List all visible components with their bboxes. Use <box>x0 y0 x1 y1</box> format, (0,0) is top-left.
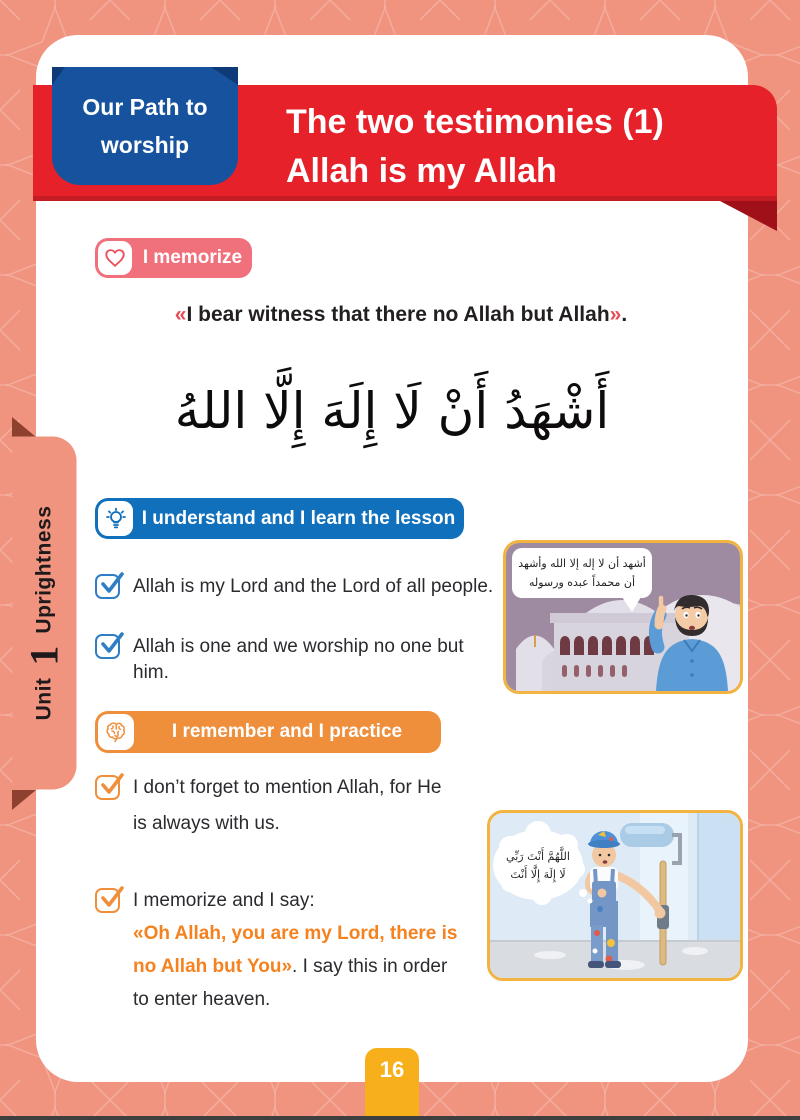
title-line1: The two testimonies (1) <box>286 103 664 141</box>
list-item <box>95 634 495 686</box>
speech-bubble-line2: أن محمداً عبده ورسوله <box>529 576 635 589</box>
list-item <box>95 775 457 842</box>
unit-number: 1 <box>21 645 67 666</box>
list-item-text: Allah is one and we worship no one but him. <box>133 636 464 683</box>
checkbox-checked[interactable] <box>95 634 120 659</box>
speech-bubble-line2: لَا إِلَهَ إِلَّا أَنْتَ <box>510 868 566 881</box>
checkmark-icon <box>98 631 126 657</box>
speech-bubble-line1: أشهد أن لا إله إلا الله وأشهد <box>518 557 646 570</box>
understand-illustration <box>503 540 743 694</box>
list-item <box>95 888 467 1016</box>
heart-icon <box>98 241 132 275</box>
checkbox-checked[interactable] <box>95 775 120 800</box>
lightbulb-icon <box>98 501 133 536</box>
practice-illustration <box>487 810 743 981</box>
list-item-text: Allah is my Lord and the Lord of all people. <box>133 576 494 597</box>
list-item-text: I don’t forget to mention Allah, for He is always with us. <box>133 777 442 834</box>
quote-period: . <box>621 303 628 326</box>
shahada-translation <box>36 303 766 327</box>
checkmark-icon <box>98 571 126 597</box>
page-number: 16 <box>379 1057 405 1082</box>
badge-line1: Our Path to <box>82 94 208 120</box>
page-title <box>286 98 664 196</box>
checkbox-checked[interactable] <box>95 574 120 599</box>
scan-edge <box>0 1116 800 1120</box>
quote-text: I bear witness that there no Allah but Allah <box>186 303 610 326</box>
brain-icon <box>98 714 134 750</box>
badge-line2: worship <box>100 132 190 158</box>
memorize-section-button[interactable] <box>95 238 252 278</box>
unit-tab-word: Unit <box>32 677 56 721</box>
list-item-text <box>133 884 467 1016</box>
speech-bubble-line1: اللَّهُمَّ أَنْتَ رَبِّي <box>506 850 570 863</box>
close-guillemet: » <box>609 303 622 326</box>
checkmark-icon <box>98 885 126 911</box>
open-guillemet: « <box>174 303 187 326</box>
unit-name: Uprightness <box>32 505 56 634</box>
curriculum-badge <box>52 67 238 185</box>
dua-intro: I memorize and I say: <box>133 890 315 911</box>
memorize-label: I memorize <box>142 247 243 268</box>
title-line2: Allah is my Allah <box>286 152 557 190</box>
dua-rest: . I say this in order to enter heaven. <box>133 956 448 1010</box>
understand-label: I understand and I learn the lesson <box>141 507 456 529</box>
practice-label: I remember and I practice <box>171 721 403 742</box>
list-item <box>95 574 495 600</box>
dua-quote: «Oh Allah, you are my Lord, there is no Allah but You» <box>133 923 458 977</box>
page-number-tab <box>365 1048 419 1120</box>
checkmark-icon <box>98 772 126 798</box>
checkbox-checked[interactable] <box>95 888 120 913</box>
understand-section-button[interactable] <box>95 498 464 539</box>
unit-tab <box>13 437 77 790</box>
shahada-calligraphy: أَشْهَدُ أَنْ لَا إِلَهَ إِلَّا اللهُ <box>174 382 610 440</box>
practice-section-button[interactable] <box>95 711 441 753</box>
